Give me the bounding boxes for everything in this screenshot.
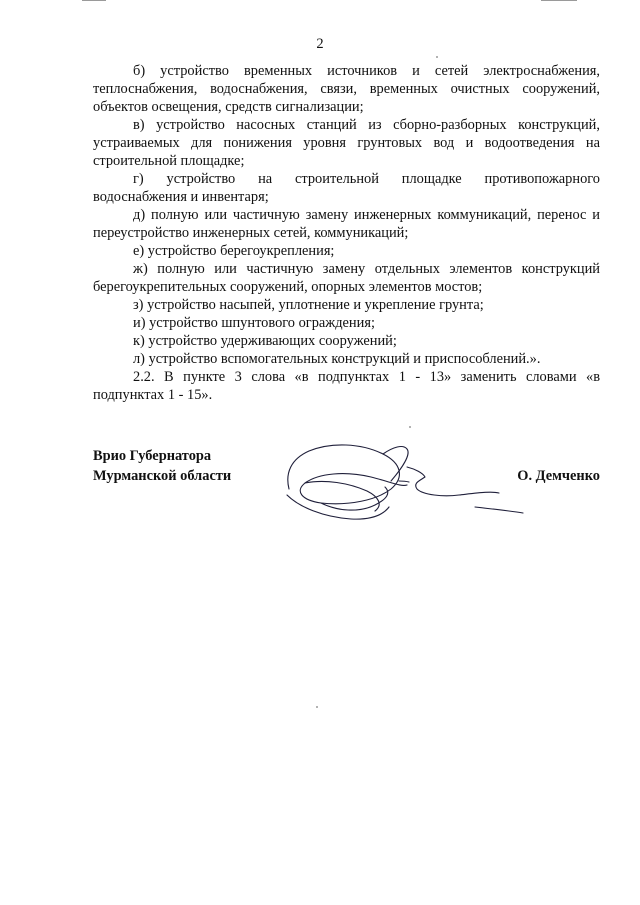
signatory-name: О. Демченко bbox=[517, 468, 600, 484]
handwritten-signature-icon bbox=[279, 437, 525, 527]
paragraph-item-zh: ж) полную или частичную замену отдельных элементов конструкций берегоукрепительных сооружений, опорных элементов мостов; bbox=[93, 261, 600, 295]
signature-block bbox=[93, 437, 600, 527]
scan-speck bbox=[436, 56, 438, 58]
signatory-title bbox=[93, 446, 231, 486]
paragraph-item-d: д) полную или частичную замену инженерных коммуникаций, перенос и переустройство инженерных сетей, коммуникаций; bbox=[93, 207, 600, 241]
signatory-title-line1: Врио Губернатора bbox=[93, 448, 212, 464]
scan-speck bbox=[316, 706, 318, 708]
scan-edge-mark-right bbox=[541, 0, 577, 1]
paragraph-item-k: к) устройство удерживающих сооружений; bbox=[133, 333, 397, 349]
document-body bbox=[93, 62, 600, 404]
scan-speck bbox=[409, 426, 411, 428]
signatory-title-line2: Мурманской области bbox=[93, 468, 232, 484]
paragraph-section-2-2: 2.2. В пункте 3 слова «в подпунктах 1 - 13» заменить словами «в подпунктах 1 - 15». bbox=[93, 369, 600, 403]
paragraph-item-v: в) устройство насосных станций из сборно-разборных конструкций, устраиваемых для понижения уровня грунтовых вод и водоотведения на строительной площадке; bbox=[93, 117, 600, 169]
paragraph-item-l: л) устройство вспомогательных конструкций и приспособлений.». bbox=[133, 351, 541, 367]
paragraph-item-b: б) устройство временных источников и сетей электроснабжения, теплоснабжения, водоснабжения, связи, временных очистных сооружений, объектов освещения, средств сигнализации; bbox=[93, 63, 600, 115]
paragraph-item-e: е) устройство берегоукрепления; bbox=[133, 243, 335, 259]
page-number: 2 bbox=[316, 36, 324, 52]
scan-edge-mark-left bbox=[82, 0, 106, 1]
paragraph-item-z: з) устройство насыпей, уплотнение и укрепление грунта; bbox=[133, 297, 484, 313]
paragraph-item-i: и) устройство шпунтового ограждения; bbox=[133, 315, 375, 331]
paragraph-item-g: г) устройство на строительной площадке противопожарного водоснабжения и инвентаря; bbox=[93, 171, 600, 205]
